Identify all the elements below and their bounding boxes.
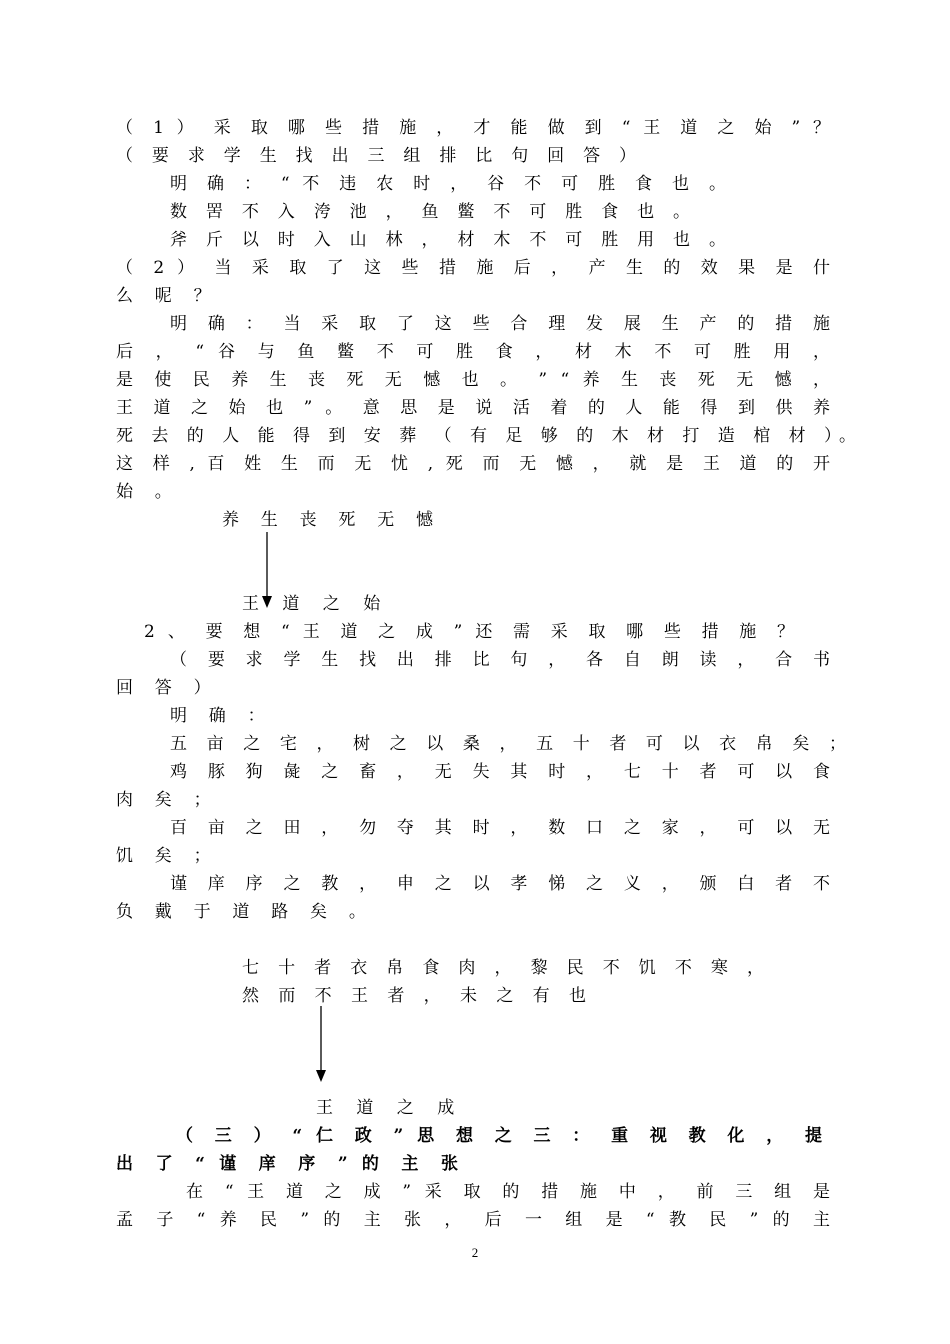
measure-4: 谨 庠 序 之 教 ， 申 之 以 孝 悌 之 义 ， 颁 白 者 不 — [170, 874, 830, 894]
answer-line-3: 斧 斤 以 时 入 山 林 ， 材 木 不 可 胜 用 也 。 — [170, 230, 726, 250]
section-heading-cont: 出 了 “ 谨 庠 序 ” 的 主 张 — [116, 1154, 458, 1174]
question-1: （ 1 ） 采 取 哪 些 措 施 ， 才 能 做 到 “ 王 道 之 始 ” ？ — [116, 118, 830, 138]
measure-1: 五 亩 之 宅 ， 树 之 以 桑 ， 五 十 者 可 以 衣 帛 矣 ； — [170, 734, 846, 754]
answer-line-1: 明 确 ： “ 不 违 农 时 ， 谷 不 可 胜 食 也 。 — [170, 174, 726, 194]
answer-para-3: 是 使 民 养 生 丧 死 无 憾 也 。 ” “ 养 生 丧 死 无 憾 ， — [116, 370, 830, 390]
body-line-1: 在 “ 王 道 之 成 ” 采 取 的 措 施 中 ， 前 三 组 是 — [186, 1182, 830, 1202]
measure-2: 鸡 豚 狗 彘 之 畜 ， 无 失 其 时 ， 七 十 者 可 以 食 — [170, 762, 830, 782]
measure-4-cont: 负 戴 于 道 路 矣 。 — [116, 902, 375, 922]
question-3: 2 、 要 想 “ 王 道 之 成 ” 还 需 采 取 哪 些 措 施 ？ — [144, 622, 794, 642]
question-3-note: （ 要 求 学 生 找 出 排 比 句 ， 各 自 朗 读 ， 合 书 — [170, 650, 830, 670]
answer-line-2: 数 罟 不 入 洿 池 ， 鱼 鳖 不 可 胜 食 也 。 — [170, 202, 690, 222]
measure-3-cont: 饥 矣 ； — [116, 846, 219, 866]
answer-para-5: 死 去 的 人 能 得 到 安 葬 （ 有 足 够 的 木 材 打 造 棺 材 ）。 — [116, 426, 856, 446]
question-3-note-cont: 回 答 ） — [116, 678, 219, 698]
answer-para-2: 后 ， “ 谷 与 鱼 鳖 不 可 胜 食 ， 材 木 不 可 胜 用 ， — [116, 342, 830, 362]
diagram-2-top-1: 七 十 者 衣 帛 食 肉 ， 黎 民 不 饥 不 寒 ， — [242, 958, 764, 978]
diagram-2-bottom: 王 道 之 成 — [316, 1098, 464, 1118]
body-line-2: 孟 子 “ 养 民 ” 的 主 张 ， 后 一 组 是 “ 教 民 ” 的 主 — [116, 1210, 830, 1230]
diagram-1-bottom: 王 道 之 始 — [242, 594, 390, 614]
diagram-2-top-2: 然 而 不 王 者 ， 未 之 有 也 — [242, 986, 586, 1006]
diagram-2-arrow — [312, 1006, 332, 1084]
section-heading: （ 三 ） “ 仁 政 ” 思 想 之 三 ： 重 视 教 化 ， 提 — [176, 1126, 822, 1146]
question-2-cont: 么 呢 ？ — [116, 286, 219, 306]
diagram-1-top: 养 生 丧 死 无 憾 — [222, 510, 442, 530]
measure-3: 百 亩 之 田 ， 勿 夺 其 时 ， 数 口 之 家 ， 可 以 无 — [170, 818, 830, 838]
question-1-note: （ 要 求 学 生 找 出 三 组 排 比 句 回 答 ） — [116, 146, 636, 166]
question-2: （ 2 ） 当 采 取 了 这 些 措 施 后 ， 产 生 的 效 果 是 什 — [116, 258, 830, 278]
page-number: 2 — [471, 1245, 479, 1260]
answer-para-7: 始 。 — [116, 482, 181, 502]
answer-label: 明 确 ： — [170, 706, 273, 726]
answer-para-6: 这 样 , 百 姓 生 而 无 忧 , 死 而 无 憾 ， 就 是 王 道 的 开 — [116, 454, 830, 474]
measure-2-cont: 肉 矣 ； — [116, 790, 219, 810]
answer-para-1: 明 确 ： 当 采 取 了 这 些 合 理 发 展 生 产 的 措 施 — [170, 314, 830, 334]
answer-para-4: 王 道 之 始 也 ” 。 意 思 是 说 活 着 的 人 能 得 到 供 养 — [116, 398, 830, 418]
